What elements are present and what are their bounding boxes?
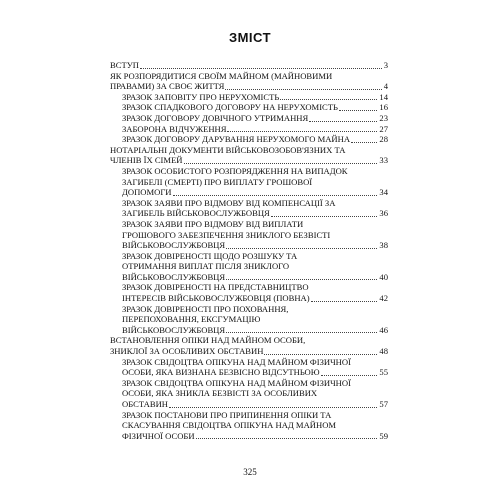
toc-entry-line: ОБСТАВИН xyxy=(122,399,168,409)
toc-entry-line: ВСТАНОВЛЕННЯ ОПІКИ НАД МАЙНОМ ОСОБИ, xyxy=(110,335,306,346)
table-of-contents xyxy=(110,60,388,441)
toc-entry-line: ПРАВАМИ) ЗА СВОЄ ЖИТТЯ xyxy=(110,81,225,92)
toc-leader-dots xyxy=(226,279,377,280)
toc-leader-dots xyxy=(184,163,378,164)
toc-entry xyxy=(110,92,388,103)
toc-entry-line: ЗРАЗОК ЗАЯВИ ПРО ВІДМОВУ ВІД КОМПЕНСАЦІЇ ЗА xyxy=(122,197,336,208)
toc-leader-dots xyxy=(321,375,378,376)
toc-entry-line: ЗРАЗОК ОСОБИСТОГО РОЗПОРЯДЖЕННЯ НА ВИПАДОК xyxy=(122,165,348,176)
toc-entry-line: ЗРАЗОК ЗАЯВИ ПРО ВІДМОВУ ВІД ВИПЛАТИ xyxy=(122,218,304,229)
toc-leader-dots xyxy=(264,354,377,355)
toc-entry xyxy=(110,124,388,135)
page-number: 325 xyxy=(243,467,257,477)
toc-entry-line: ЗРАЗОК ЗАПОВІТУ ПРО НЕРУХОМІСТЬ xyxy=(122,91,280,102)
toc-entry-line: ЗРАЗОК ДОВІРЕНОСТІ ЩОДО РОЗШУКУ ТА xyxy=(122,250,298,261)
toc-leader-dots xyxy=(311,301,378,302)
toc-page-number: 33 xyxy=(379,155,388,166)
toc-entry-line: ВІЙСЬКОВОСЛУЖБОВЦЯ xyxy=(122,271,226,282)
toc-entry-title xyxy=(122,134,388,145)
toc-page-number: 38 xyxy=(379,240,388,251)
toc-entry-line: ЗРАЗОК СВІДОЦТВА ОПІКУНА НАД МАЙНОМ ФІЗИЧНОЇ xyxy=(122,356,351,367)
toc-entry-line: ЗРАЗОК ДОГОВОРУ ДАРУВАННЯ НЕРУХОМОГО МАЙНА xyxy=(122,134,351,145)
toc-entry-line: ЧЛЕНІВ ЇХ СІМЕЙ xyxy=(110,155,183,166)
toc-entry-line: ЗНИКЛОЇ ЗА ОСОБЛИВИХ ОБСТАВИН xyxy=(110,346,264,357)
toc-entry-line: ЗРАЗОК ПОСТАНОВИ ПРО ПРИПИНЕННЯ ОПІКИ ТА xyxy=(122,409,332,420)
toc-page-number: 27 xyxy=(379,123,388,134)
toc-leader-dots xyxy=(225,89,381,90)
toc-page-number: 55 xyxy=(379,367,388,378)
toc-entry-line: ОСОБИ, ЯКА ЗНИКЛА БЕЗВІСТІ ЗА ОСОБЛИВИХ xyxy=(122,388,318,399)
toc-entry-title xyxy=(122,304,388,336)
toc-entry xyxy=(110,102,388,113)
toc-entry-line: НОТАРІАЛЬНІ ДОКУМЕНТИ ВІЙСЬКОВОЗОБОВ'ЯЗНИХ ТА xyxy=(110,144,346,155)
toc-leader-dots xyxy=(271,216,378,217)
toc-entry-line: ЗРАЗОК ДОГОВОРУ ДОВІЧНОГО УТРИМАННЯ xyxy=(122,112,309,123)
toc-entry-line: ФІЗИЧНОЇ ОСОБИ xyxy=(122,430,195,441)
toc-page-number: 23 xyxy=(379,112,388,123)
toc-entry-line: ЗАГИБЕЛІ (СМЕРТІ) ПРО ВИПЛАТУ ГРОШОВОЇ xyxy=(122,176,313,187)
toc-leader-dots xyxy=(351,142,377,143)
toc-page-number: 16 xyxy=(379,102,388,113)
toc-entry-line: ЗАБОРОНА ВІДЧУЖЕННЯ xyxy=(122,123,227,134)
toc-entry-line: ОТРИМАННЯ ВИПЛАТ ПІСЛЯ ЗНИКЛОГО xyxy=(122,261,290,272)
toc-entry-title xyxy=(122,113,388,124)
toc-entry-line: ОСОБИ, ЯКА ВИЗНАНА БЕЗВІСНО ВІДСУТНЬОЮ xyxy=(122,367,320,378)
toc-entry xyxy=(110,410,388,442)
toc-page-number: 3 xyxy=(383,60,388,70)
toc-entry xyxy=(110,335,388,356)
toc-leader-dots xyxy=(169,407,377,408)
toc-entry-title xyxy=(122,166,388,198)
toc-entry-title xyxy=(110,60,388,71)
toc-leader-dots xyxy=(196,438,378,439)
toc-entry-line: ГРОШОВОГО ЗАБЕЗПЕЧЕННЯ ЗНИКЛОГО БЕЗВІСТІ xyxy=(122,229,331,240)
toc-leader-dots xyxy=(226,248,377,249)
toc-entry xyxy=(110,60,388,71)
toc-page-number: 4 xyxy=(383,81,388,92)
toc-entry xyxy=(110,251,388,283)
toc-leader-dots xyxy=(226,332,377,333)
toc-entry xyxy=(110,198,388,219)
toc-entry-title xyxy=(122,219,388,251)
toc-entry xyxy=(110,378,388,410)
toc-entry-line: ЗРАЗОК СПАДКОВОГО ДОГОВОРУ НА НЕРУХОМІСТЬ xyxy=(122,102,338,113)
toc-entry-title xyxy=(122,251,388,283)
toc-entry-line: ЗРАЗОК ДОВІРЕНОСТІ ПРО ПОХОВАННЯ, xyxy=(122,303,289,314)
toc-entry-line: ЗРАЗОК ДОВІРЕНОСТІ НА ПРЕДСТАВНИЦТВО xyxy=(122,282,309,293)
toc-entry-line: ПЕРЕПОХОВАННЯ, ЕКСГУМАЦІЮ xyxy=(122,314,261,325)
toc-entry-title xyxy=(122,410,388,442)
toc-entry xyxy=(110,113,388,124)
toc-leader-dots xyxy=(173,195,378,196)
toc-entry xyxy=(110,71,388,92)
toc-entry-line: ВСТУП xyxy=(110,60,140,70)
toc-entry xyxy=(110,304,388,336)
toc-entry xyxy=(110,145,388,166)
toc-page-number: 34 xyxy=(379,187,388,198)
toc-leader-dots xyxy=(227,131,377,132)
toc-page-number: 28 xyxy=(379,134,388,145)
toc-entry-line: ЗРАЗОК СВІДОЦТВА ОПІКУНА НАД МАЙНОМ ФІЗИЧНОЇ xyxy=(122,377,351,388)
toc-entry-title xyxy=(122,92,388,103)
toc-entry-line: ДОПОМОГИ xyxy=(122,187,172,198)
toc-page-number: 46 xyxy=(379,324,388,335)
toc-leader-dots xyxy=(339,110,377,111)
toc-entry-line: ЗАГИБЕЛЬ ВІЙСЬКОВОСЛУЖБОВЦЯ xyxy=(122,208,270,219)
toc-page-number: 14 xyxy=(379,91,388,102)
toc-leader-dots xyxy=(280,99,377,100)
toc-page-number: 59 xyxy=(379,430,388,441)
toc-entry-title xyxy=(122,102,388,113)
toc-entry xyxy=(110,282,388,303)
toc-entry-title xyxy=(122,378,388,410)
toc-entry-line: ІНТЕРЕСІВ ВІЙСЬКОВОСЛУЖБОВЦЯ (ПОВНА) xyxy=(122,293,310,304)
toc-leader-dots xyxy=(309,121,377,122)
toc-entry xyxy=(110,219,388,251)
page-title: ЗМІСТ xyxy=(228,30,272,45)
toc-entry xyxy=(110,134,388,145)
toc-leader-dots xyxy=(140,68,382,69)
toc-entry xyxy=(110,357,388,378)
toc-page-number: 57 xyxy=(379,399,388,409)
toc-page-number: 48 xyxy=(379,346,388,357)
toc-entry-line: ВІЙСЬКОВОСЛУЖБОВЦЯ xyxy=(122,324,226,335)
toc-entry-line: ВІЙСЬКОВОСЛУЖБОВЦЯ xyxy=(122,240,226,251)
toc-entry-line: ЯК РОЗПОРЯДИТИСЯ СВОЇМ МАЙНОМ (МАЙНОВИМИ xyxy=(110,70,333,81)
toc-page-number: 36 xyxy=(379,208,388,219)
toc-entry xyxy=(110,166,388,198)
toc-entry-line: СКАСУВАННЯ СВІДОЦТВА ОПІКУНА НАД МАЙНОМ xyxy=(122,420,337,431)
toc-page-number: 40 xyxy=(379,271,388,282)
toc-page-number: 42 xyxy=(379,293,388,304)
toc-entry-title xyxy=(122,124,388,135)
